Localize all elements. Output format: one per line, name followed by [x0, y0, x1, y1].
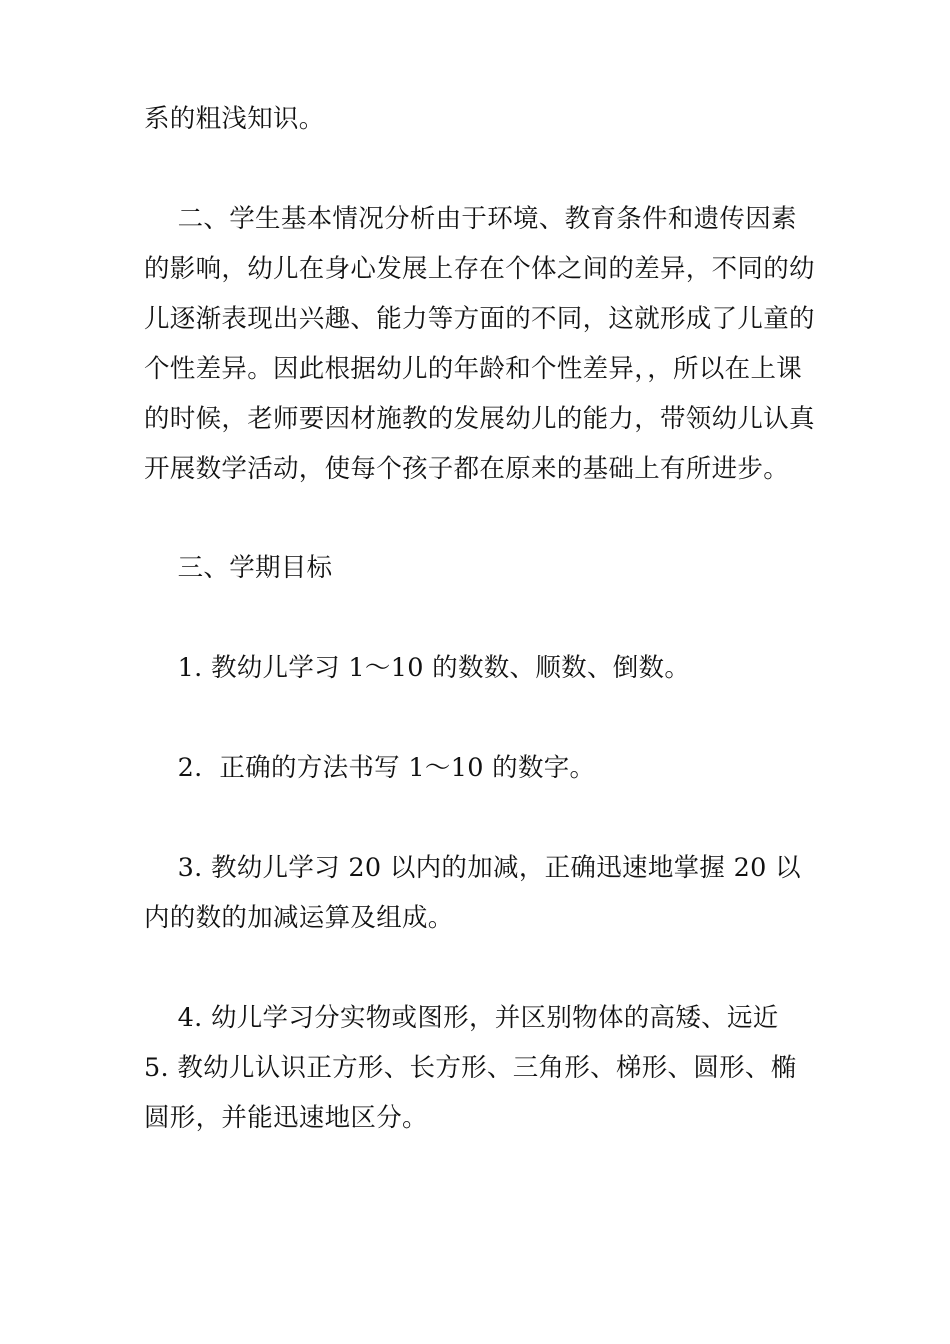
text-line: 儿逐渐表现出兴趣、能力等方面的不同，这就形成了儿童的: [144, 304, 815, 334]
list-item: 5. 教幼儿认识正方形、长方形、三角形、梯形、圆形、椭: [144, 1053, 797, 1083]
text-line: 个性差异。因此根据幼儿的年龄和个性差异，，所以在上课: [144, 354, 803, 384]
list-item: 2. 正确的方法书写 1～10 的数字。: [144, 753, 596, 783]
list-item: 1. 教幼儿学习 1～10 的数数、顺数、倒数。: [144, 653, 691, 683]
text-line: 二、学生基本情况分析由于环境、教育条件和遗传因素: [144, 204, 797, 234]
text-line: 开展数学活动，使每个孩子都在原来的基础上有所进步。: [144, 454, 790, 484]
text-line: 系的粗浅知识。: [144, 104, 325, 134]
text-line: 内的数的加减运算及组成。: [144, 903, 454, 933]
list-item: 3. 教幼儿学习 20 以内的加减，正确迅速地掌握 20 以: [144, 853, 801, 883]
section-heading: 三、学期目标: [144, 553, 333, 583]
list-item: 4. 幼儿学习分实物或图形，并区别物体的高矮、远近: [144, 1003, 779, 1033]
text-line: 的时候，老师要因材施教的发展幼儿的能力，带领幼儿认真: [144, 404, 815, 434]
text-line: 圆形，并能迅速地区分。: [144, 1103, 428, 1133]
text-line: 的影响，幼儿在身心发展上存在个体之间的差异，不同的幼: [144, 254, 815, 284]
